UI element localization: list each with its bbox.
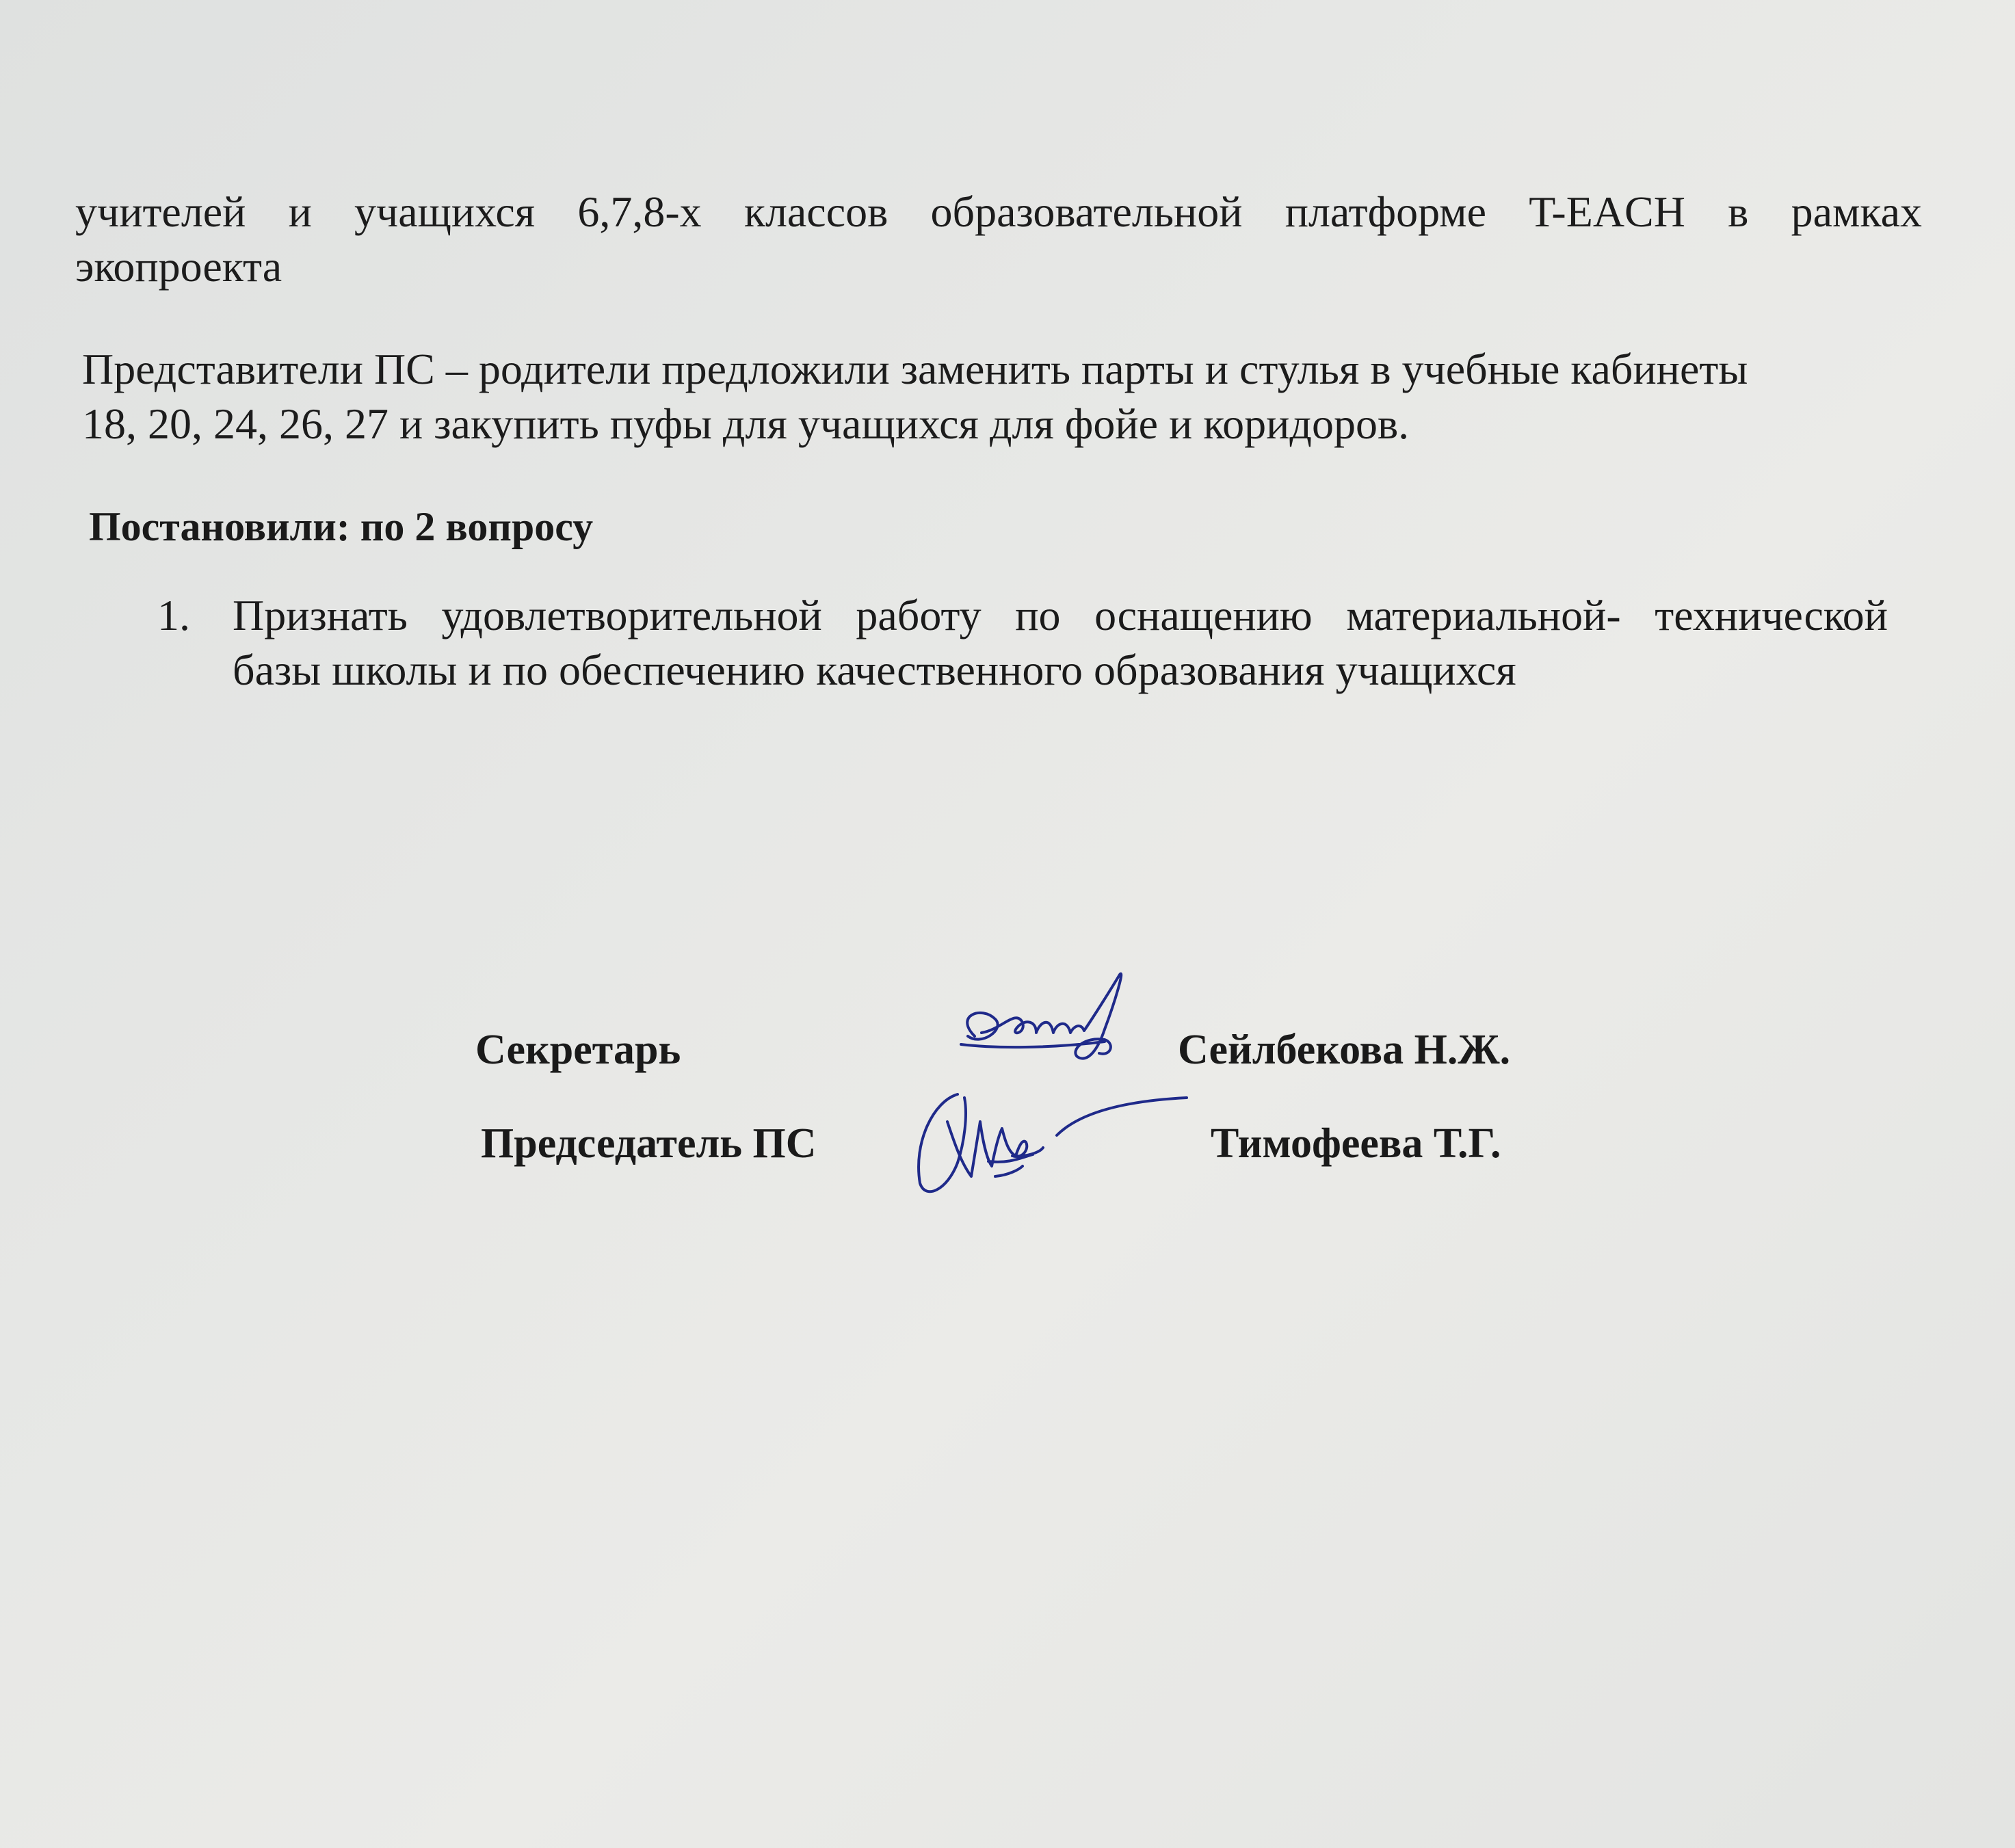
paragraph-line: экопроекта <box>75 242 282 291</box>
chairman-name: Тимофеева Т.Г. <box>1211 1120 1501 1167</box>
paragraph-line: 18, 20, 24, 26, 27 и закупить пуфы для учащихся для фойе и коридоров. <box>82 399 1410 448</box>
chairman-label: Председатель ПС <box>481 1120 817 1167</box>
paragraph-parents-proposal <box>82 342 1915 451</box>
list-item-text <box>233 588 1888 698</box>
paragraph-line: учителей и учащихся 6,7,8-х классов образовательной платформе T-EACH в рамках <box>75 187 1922 236</box>
list-number: 1. <box>157 591 190 639</box>
paragraph-line: Представители ПС – родители предложили заменить парты и стулья в учебные кабинеты <box>82 345 1748 393</box>
list-line: базы школы и по обеспечению качественного образования учащихся <box>233 646 1516 694</box>
chairman-signature <box>906 1081 1194 1204</box>
secretary-name: Сейлбекова Н.Ж. <box>1178 1027 1511 1073</box>
paragraph-platform <box>75 185 1922 294</box>
secretary-label: Секретарь <box>475 1027 681 1073</box>
resolution-heading: Постановили: по 2 вопросу <box>89 504 594 549</box>
secretary-signature <box>940 968 1146 1091</box>
list-line: Признать удовлетворительной работу по оснащению материальной- технической <box>233 591 1888 639</box>
